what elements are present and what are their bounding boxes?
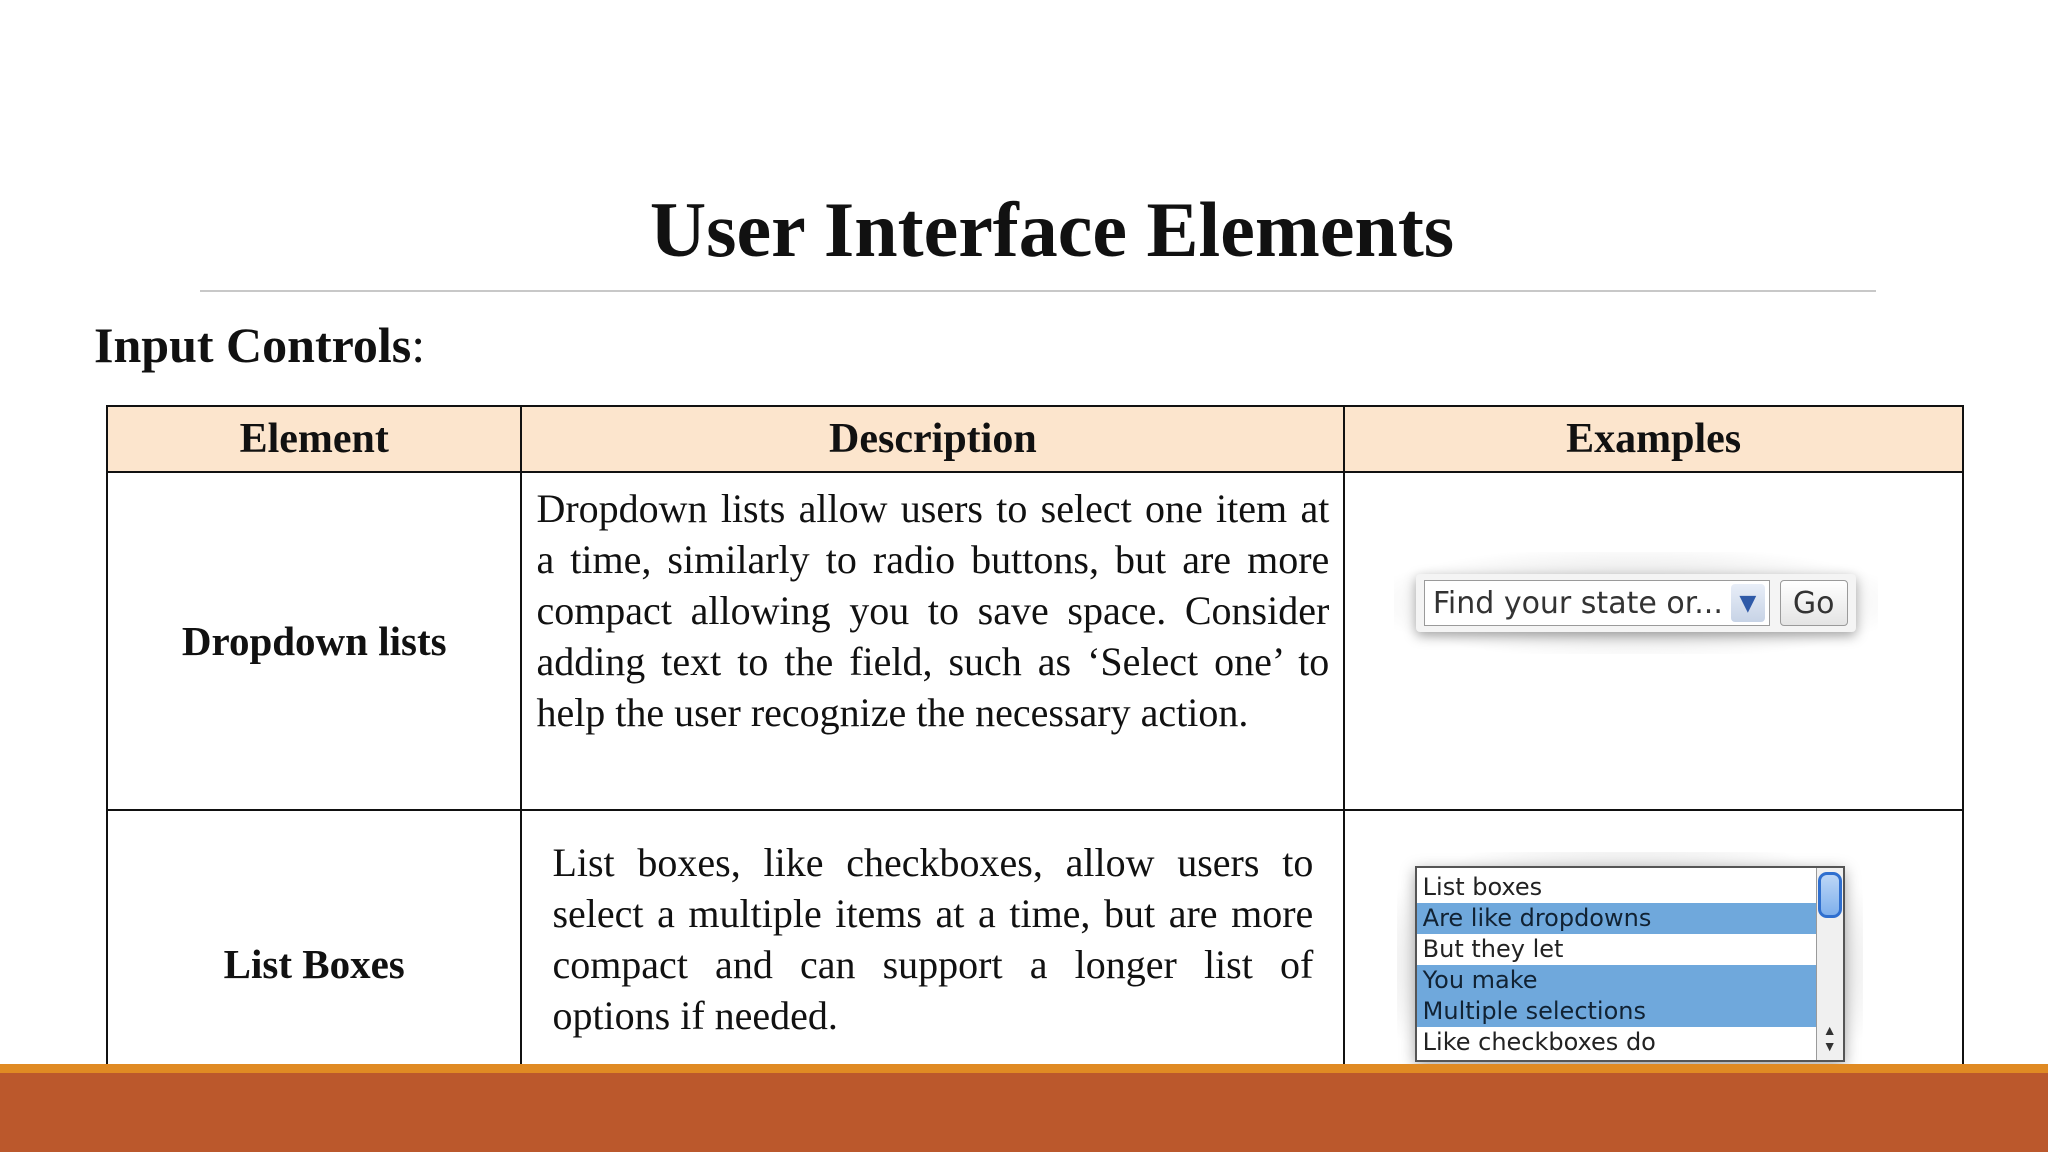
header-examples: Examples bbox=[1344, 406, 1963, 472]
footer-accent-line bbox=[0, 1064, 2048, 1073]
list-item[interactable]: But they let bbox=[1422, 935, 1564, 963]
listbox-items bbox=[1417, 868, 1816, 1060]
list-item[interactable]: Multiple selections bbox=[1417, 996, 1816, 1027]
state-select-value: Find your state or... bbox=[1432, 585, 1723, 621]
dropdown-example bbox=[1394, 552, 1878, 654]
slide-title: User Interface Elements bbox=[649, 186, 1455, 273]
section-heading bbox=[94, 312, 425, 378]
listbox-example bbox=[1397, 852, 1863, 1076]
scrollbar-arrows bbox=[1823, 1024, 1837, 1056]
section-heading-text: Input Controls bbox=[94, 317, 412, 373]
input-controls-table bbox=[106, 405, 1964, 1119]
state-select[interactable] bbox=[1424, 580, 1770, 626]
list-item[interactable]: Like checkboxes do bbox=[1422, 1028, 1656, 1056]
list-item[interactable]: List boxes bbox=[1422, 873, 1543, 901]
element-cell: List Boxes bbox=[107, 810, 521, 1118]
footer-bar bbox=[0, 1073, 2048, 1152]
description-cell: Dropdown lists allow users to select one item at a time, similarly to radio buttons, but are more compact allowing you to save space. Consider adding text to the field, such as ‘Select one’ to help the user recognize the necessary action. bbox=[521, 472, 1344, 810]
scroll-up-icon[interactable]: ▲ bbox=[1822, 1024, 1837, 1039]
go-button[interactable]: Go bbox=[1780, 580, 1848, 626]
description-cell: List boxes, like checkboxes, allow users to select a multiple items at a time, but are more compact and can support a longer list of options if needed. bbox=[521, 810, 1344, 1118]
listbox[interactable] bbox=[1415, 866, 1845, 1062]
list-item[interactable]: You make bbox=[1417, 965, 1816, 996]
listbox-scrollbar[interactable] bbox=[1816, 868, 1843, 1060]
header-element: Element bbox=[107, 406, 521, 472]
dropdown-example-frame bbox=[1416, 574, 1856, 632]
scrollbar-thumb[interactable] bbox=[1818, 872, 1842, 918]
header-description: Description bbox=[521, 406, 1344, 472]
title-divider bbox=[200, 290, 1876, 292]
scroll-down-icon[interactable]: ▼ bbox=[1822, 1040, 1837, 1055]
chevron-down-icon[interactable]: ▼ bbox=[1731, 584, 1765, 622]
table-header-row bbox=[107, 406, 1963, 472]
table-row bbox=[107, 472, 1963, 810]
element-cell: Dropdown lists bbox=[107, 472, 521, 810]
section-heading-colon: : bbox=[411, 317, 426, 373]
list-item[interactable]: Are like dropdowns bbox=[1417, 903, 1816, 934]
example-cell bbox=[1344, 472, 1963, 810]
